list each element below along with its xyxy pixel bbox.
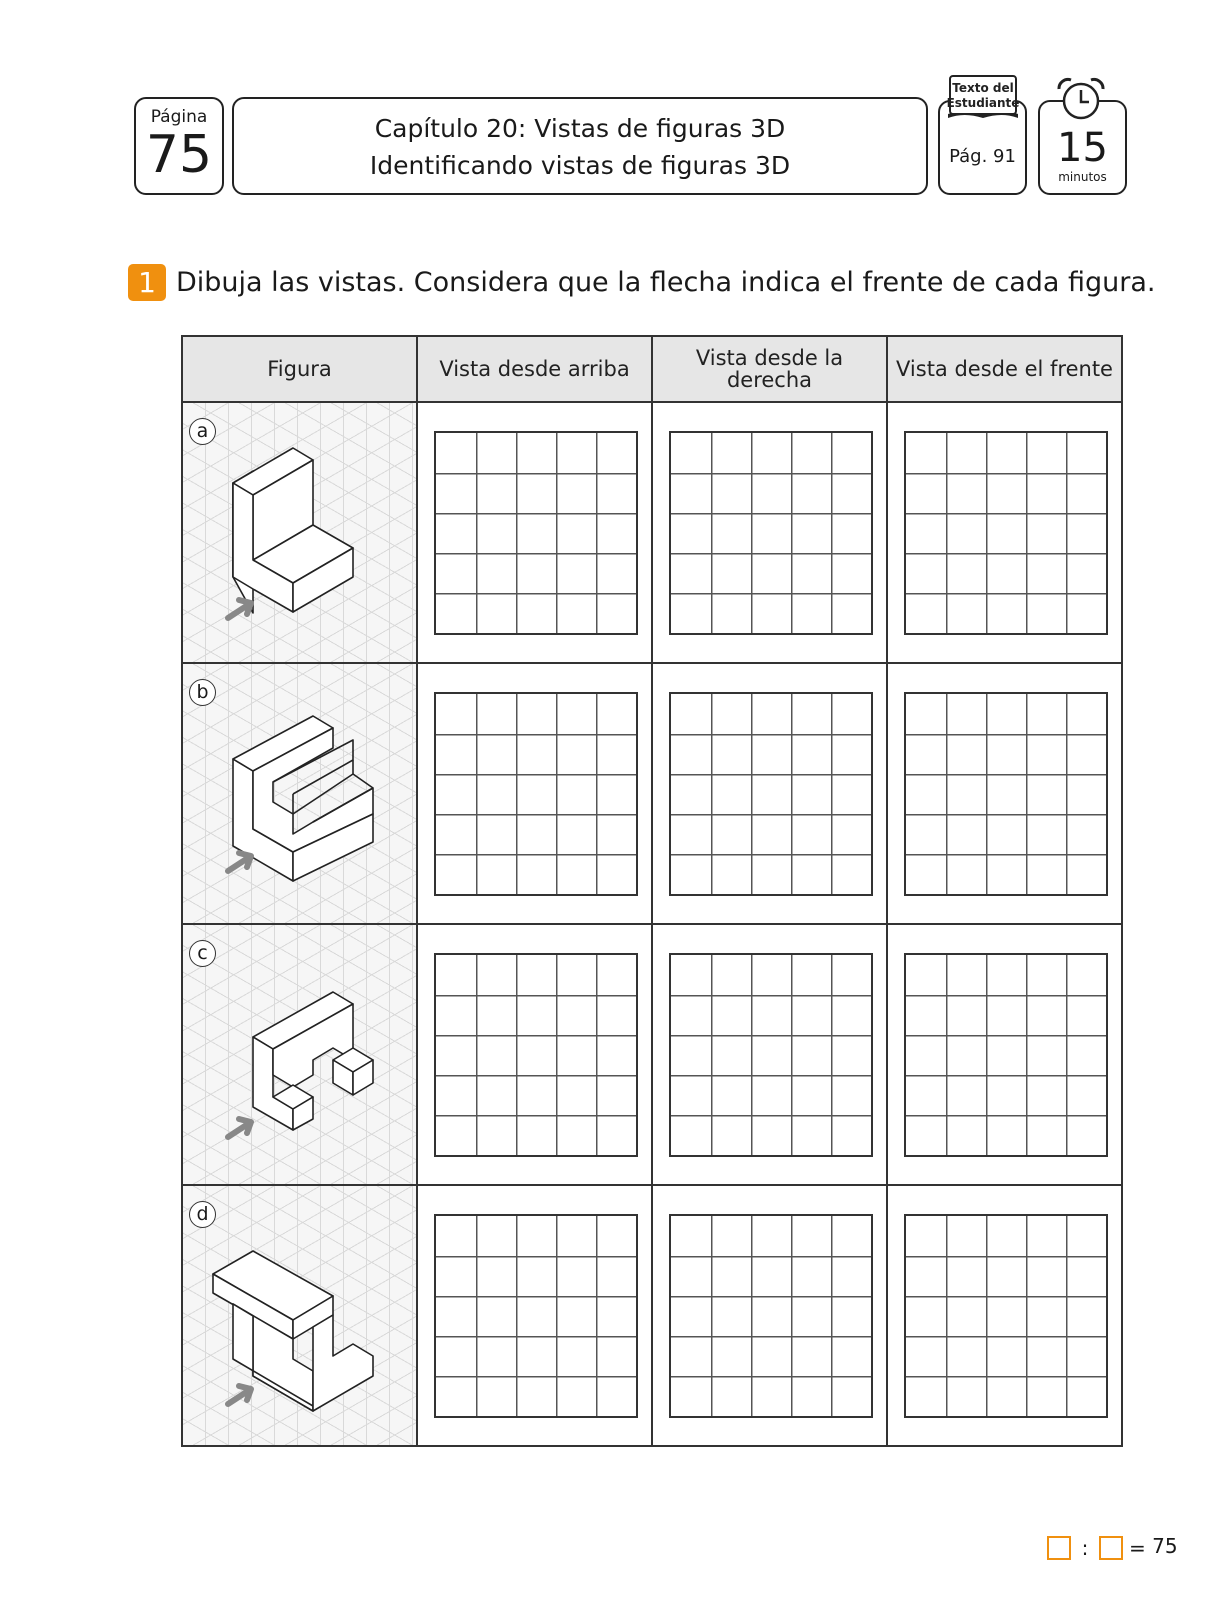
figure-cell-a (182, 402, 417, 663)
row-letter: c (189, 940, 216, 967)
views-table (181, 335, 1123, 1447)
score-footer (1047, 1531, 1178, 1561)
answer-grid[interactable] (669, 431, 873, 635)
arrow-icon (183, 925, 418, 1184)
page-number: 75 (145, 125, 213, 185)
header-figure: Figura (182, 336, 417, 402)
answer-grid[interactable] (904, 431, 1108, 635)
arrow-icon (183, 1186, 418, 1445)
right-view-cell-c (652, 924, 887, 1185)
table-header-row (182, 336, 1122, 402)
header-top-view: Vista desde arriba (417, 336, 652, 402)
chapter-title-box (232, 97, 928, 195)
time-unit: minutos (1058, 170, 1107, 184)
top-view-cell-d (417, 1185, 652, 1446)
question-text: Dibuja las vistas. Considera que la flecha indica el frente de cada figura. (176, 267, 1156, 298)
header-front-view: Vista desde el frente (887, 336, 1122, 402)
score-box-total[interactable] (1099, 1536, 1123, 1560)
table-row (182, 402, 1122, 663)
table-row (182, 924, 1122, 1185)
answer-grid[interactable] (669, 1214, 873, 1418)
arrow-icon (183, 664, 418, 923)
front-view-cell-b (887, 663, 1122, 924)
answer-grid[interactable] (669, 692, 873, 896)
right-view-cell-d (652, 1185, 887, 1446)
row-letter: d (189, 1201, 216, 1228)
answer-grid[interactable] (434, 953, 638, 1157)
answer-grid[interactable] (904, 692, 1108, 896)
top-view-cell-b (417, 663, 652, 924)
header-right-view-label: Vista desde la derecha (695, 346, 844, 392)
question-number-badge: 1 (128, 264, 166, 301)
book-label-line2: Estudiante (946, 96, 1020, 110)
figure-cell-d (182, 1185, 417, 1446)
figure-cell-b (182, 663, 417, 924)
page-label: Página (150, 107, 208, 127)
arrow-icon (183, 403, 418, 662)
score-equals: = (1129, 1535, 1146, 1560)
page-number-box (134, 97, 224, 195)
top-view-cell-a (417, 402, 652, 663)
score-separator: : (1081, 1535, 1089, 1560)
header-right-view (652, 336, 887, 402)
score-box-correct[interactable] (1047, 1536, 1071, 1560)
right-view-cell-a (652, 402, 887, 663)
right-view-cell-b (652, 663, 887, 924)
answer-grid[interactable] (434, 431, 638, 635)
book-icon (944, 74, 1022, 122)
time-value: 15 (1057, 125, 1108, 171)
table-row (182, 1185, 1122, 1446)
chapter-title: Capítulo 20: Vistas de figuras 3D (374, 114, 786, 143)
row-letter: b (189, 679, 216, 706)
figure-cell-c (182, 924, 417, 1185)
front-view-cell-d (887, 1185, 1122, 1446)
front-view-cell-a (887, 402, 1122, 663)
top-view-cell-c (417, 924, 652, 1185)
score-page-number: 75 (1152, 1534, 1178, 1558)
answer-grid[interactable] (434, 1214, 638, 1418)
front-view-cell-c (887, 924, 1122, 1185)
lesson-title: Identificando vistas de figuras 3D (369, 151, 791, 180)
book-label-line1: Texto del (952, 81, 1014, 95)
alarm-clock-icon (1055, 77, 1107, 125)
row-letter: a (189, 418, 216, 445)
book-page-ref: Pág. 91 (949, 146, 1016, 167)
table-row (182, 663, 1122, 924)
answer-grid[interactable] (904, 1214, 1108, 1418)
answer-grid[interactable] (434, 692, 638, 896)
answer-grid[interactable] (904, 953, 1108, 1157)
answer-grid[interactable] (669, 953, 873, 1157)
